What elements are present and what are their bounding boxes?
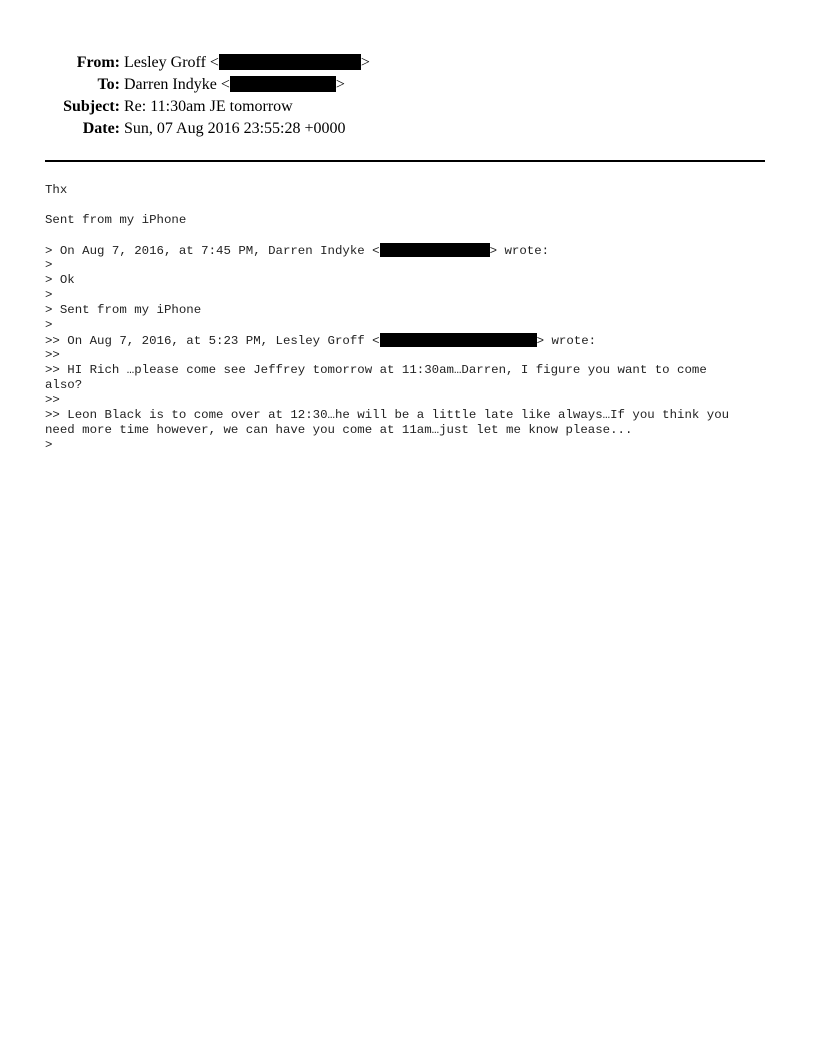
quote-wrote: > wrote: (489, 244, 550, 258)
body-line: need more time however, we can have you come at 11am…just let me know please... (45, 423, 633, 437)
body-line: > (45, 438, 53, 452)
quote-intro: > On Aug 7, 2016, at 7:45 PM, Darren Indyke < (45, 244, 380, 258)
from-name: Lesley Groff < (124, 54, 219, 71)
email-body (45, 183, 770, 453)
to-label: To: (97, 76, 120, 93)
body-line: > (45, 318, 53, 332)
to-name: Darren Indyke < (124, 76, 230, 93)
body-line: > Ok (45, 273, 75, 287)
subject-value: Re: 11:30am JE tomorrow (124, 98, 293, 115)
body-line: Sent from my iPhone (45, 213, 187, 227)
redaction-box (380, 243, 490, 257)
subject-label: Subject: (63, 98, 120, 115)
quoted-header-line (45, 243, 770, 258)
body-line: > (45, 258, 53, 272)
date-label: Date: (82, 120, 120, 137)
quote-intro: >> On Aug 7, 2016, at 5:23 PM, Lesley Groff < (45, 334, 380, 348)
redaction-box (380, 333, 537, 347)
body-line: >> (45, 393, 60, 407)
body-line: >> HI Rich …please come see Jeffrey tomorrow at 11:30am…Darren, I figure you want to come (45, 363, 707, 377)
redaction-box (230, 76, 336, 92)
body-line: Thx (45, 183, 68, 197)
from-label: From: (76, 54, 120, 71)
body-line: also? (45, 378, 83, 392)
blank-line (45, 228, 770, 243)
body-line: > Sent from my iPhone (45, 303, 202, 317)
from-close: > (360, 54, 370, 71)
to-close: > (335, 76, 345, 93)
body-line: >> Leon Black is to come over at 12:30…he will be a little late like always…If you think you (45, 408, 730, 422)
body-line: >> (45, 348, 60, 362)
header-divider (45, 160, 765, 162)
blank-line (45, 198, 770, 213)
quoted-header-line (45, 333, 770, 348)
quote-wrote: > wrote: (536, 334, 597, 348)
redaction-box (219, 54, 361, 70)
date-value: Sun, 07 Aug 2016 23:55:28 +0000 (124, 120, 346, 137)
body-line: > (45, 288, 53, 302)
